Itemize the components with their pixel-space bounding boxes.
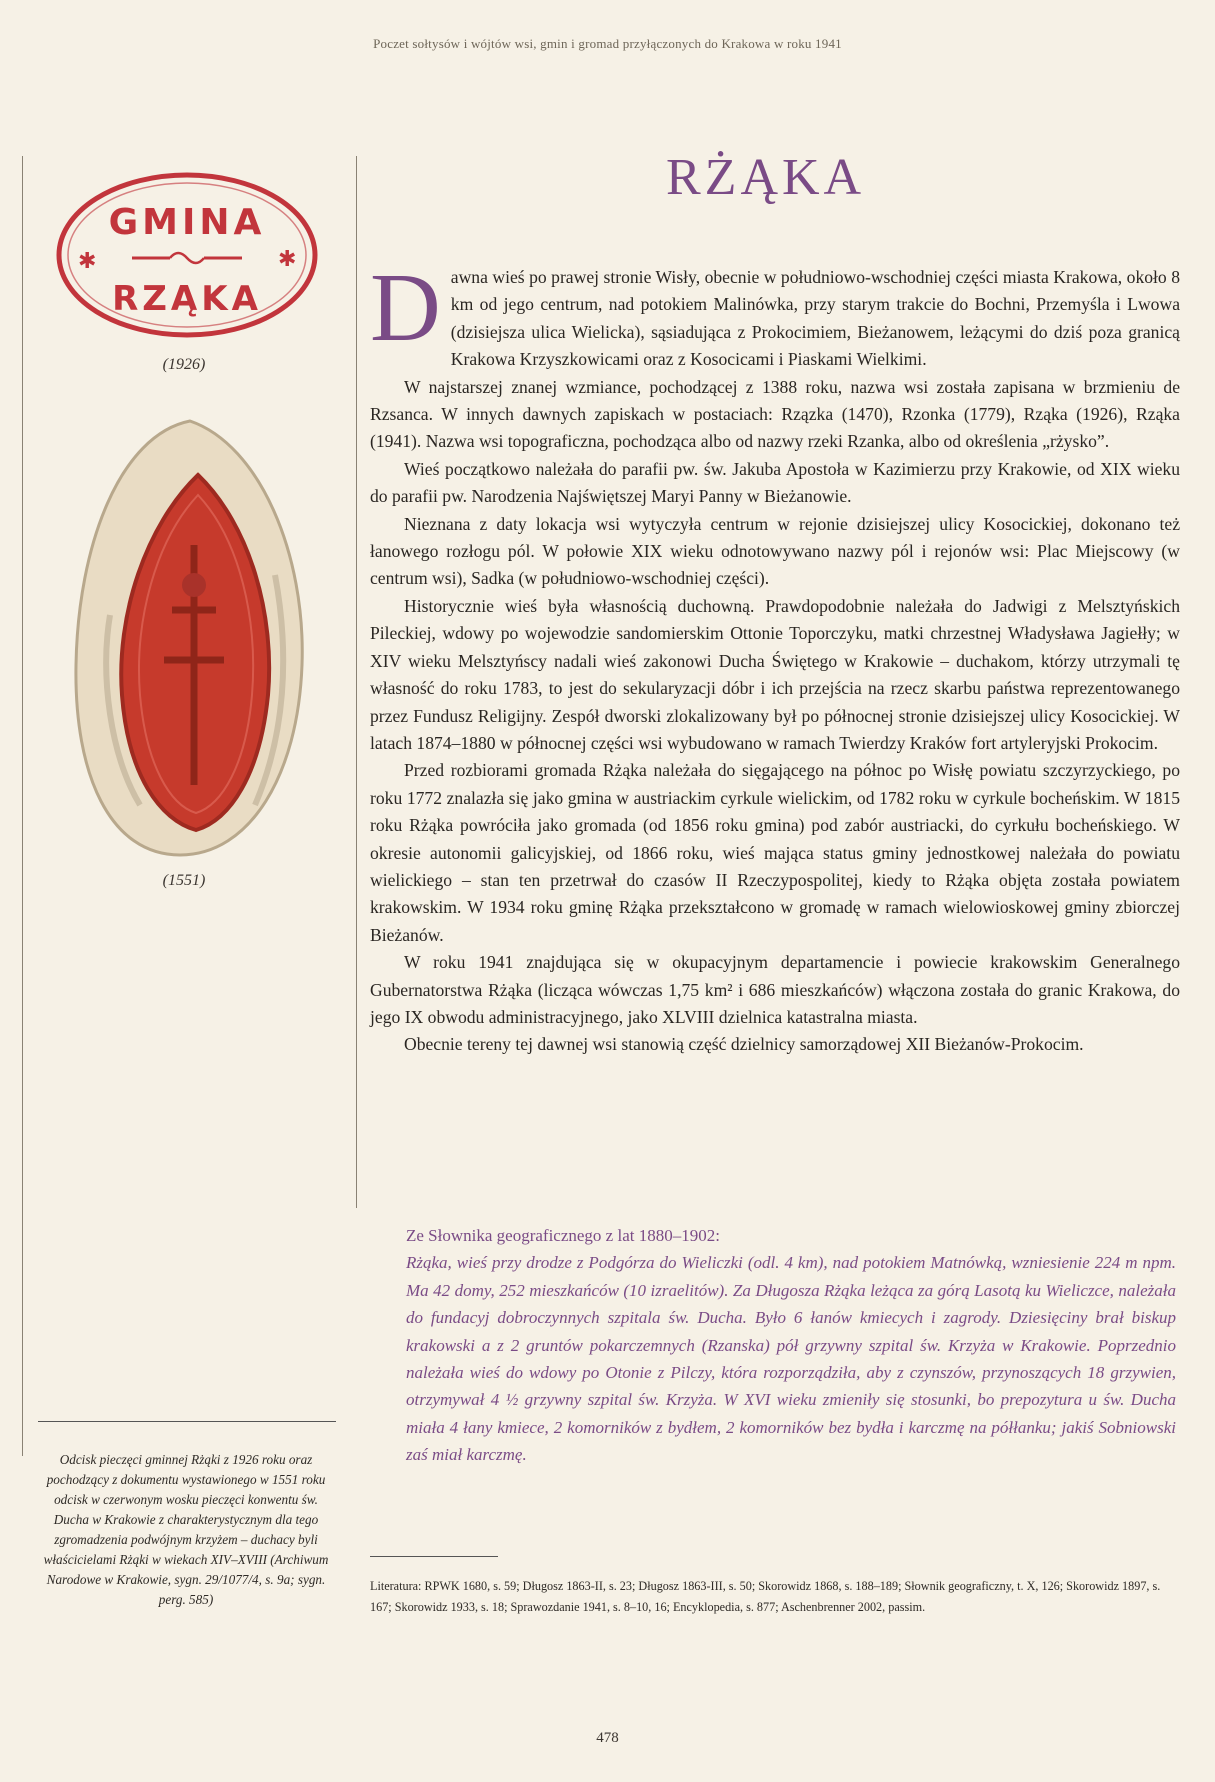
page-number: 478 [596,1730,619,1746]
figure-caption: Odcisk pieczęci gminnej Rżąki z 1926 roku oraz pochodzący z dokumentu wystawionego w 1551 roku odcisk w czerwonym wosku pieczęci konwentu św. Ducha w Krakowie z charakterystycznym dla tego zgromadzenia podwójnym krzyżem – duchacy byli właścicielami Rżąki w wiekach XIV–XVIII (Archiwum Narodowe w Krakowie, sygn. 29/1077/4, s. 9a; sygn. perg. 585) [43,1452,329,1607]
article-paragraph-5: Historycznie wieś była własnością duchowną. Prawdopodobnie należała do Jadwigi z Melsztyńskich Pileckiej, wdowy po wojewodzie sandomierskim Ottonie Toporczyku, matki chrzestnej Władysława Jagiełły; w XIV wieku Melsztyńscy nadali wieś zakonowi Ducha Świętego w Krakowie – duchakom, którzy utrzymali tę własność do roku 1783, to jest do sekularyzacji dóbr i ich przejścia na rzecz skarbu państwa reprezentowanego przez Fundusz Religijny. Zespół dworski zlokalizowany był po północnej stronie dzisiejszej ulicy Kosocickiej. W latach 1874–1880 w północnej części wsi wybudowano w ramach Twierdzy Kraków fort artyleryjski Prokocim. [370,595,1180,753]
article-paragraph-4: Nieznana z daty lokacja wsi wytyczyła centrum w rejonie dzisiejszej ulicy Kosocickiej, dokonano też łanowego rozłogu pól. W połowie XIX wieku odnotowywano nazwy pól i rejonów wsi: Plac Miejscowy (w centrum wsi), Sadka (w południowo-wschodniej części). [370,513,1180,589]
wax-seal-image [70,415,310,860]
seal-graphic [70,415,310,860]
dictionary-quote [406,1222,1176,1469]
column-divider-rule [356,156,357,1208]
stamp-top-text: GMINA [108,202,266,243]
caption-rule [38,1421,336,1422]
article-body [370,254,1180,1059]
article-paragraph-3: Wieś początkowo należała do parafii pw. św. Jakuba Apostoła w Kazimierzu przy Krakowie, od XIX wieku do parafii pw. Narodzenia Najświętszej Maryi Panny w Bieżanowie. [370,458,1180,507]
literature-list: Literatura: RPWK 1680, s. 59; Długosz 1863-II, s. 23; Długosz 1863-III, s. 50; Skorowidz 1868, s. 188–189; Słownik geograficzny, t. X, 126; Skorowidz 1897, s. 167; Skorowidz 1933, s. 18; Sprawozdanie 1941, s. 8–10, 16; Encyklopedia, s. 877; Aschenbrenner 2002, passim. [370,1579,1161,1614]
literature-rule [370,1556,498,1557]
page-title: RŻĄKA [666,149,866,206]
quote-body: Rżąka, wieś przy drodze z Podgórza do Wieliczki (odl. 4 km), nad potokiem Matnówką, wzniesienie 224 m npm. Ma 42 domy, 252 mieszkańców (10 izraelitów). Za Długosza Rżąka leżąca za górą Lasotą ku Wieliczce, należała do fundacyj dobroczynnych szpitala św. Ducha. Było 6 łanów kmiecych i zagrody. Dziesięciny brał biskup krakowski a z 2 gruntów pokarczemnych (Rzanska) pół grzywny szpital św. Krzyża w Krakowie. Poprzednio należała wieś do wdowy po Otonie z Pilczy, która rozporządziła, aby z czynszów, przynoszących 18 grzywien, otrzymywał 4 ½ grzywny szpital św. Krzyża. W XVI wieku zmieniły się stosunki, bo prepozytura u św. Ducha miała 4 łany kmiece, 2 komorników z bydłem, 2 komorników bez bydła i karczmę na półłanku; jakiś Sobniowski zaś miał karczmę. [406,1253,1176,1465]
article-paragraph-1: Dawna wieś po prawej stronie Wisły, obecnie w południowo-wschodniej części miasta Krakowa, około 8 km od jego centrum, nad potokiem Malinówka, przy starym trakcie do Bochni, Przemyśla i Lwowa (dzisiejsza ulica Wielicka), sąsiadująca z Prokocimiem, Bieżanowem, leżącymi do dziś poza granicą Krakowa Krzyszkowicami oraz z Kosocicami i Piaskami Wielkimi. [370,254,1180,370]
stamp-graphic [52,168,322,343]
article-paragraph-7: W roku 1941 znajdująca się w okupacyjnym departamencie i powiecie krakowskim Generalnego Gubernatorstwa Rżąka (licząca wówczas 1,75 km² i 686 mieszkańców) włączona została do granic Krakowa, do jego IX obwodu administracyjnego, jako XLVIII dzielnica katastralna miasta. [370,952,1180,1027]
drop-cap: D [370,254,441,362]
stamp-star-left-icon: ✱ [78,248,97,273]
left-column-rule [22,156,23,1456]
stamp-star-right-icon: ✱ [278,246,297,271]
seal-year-caption: (1551) [162,872,206,889]
running-header: Poczet sołtysów i wójtów wsi, gmin i gromad przyłączonych do Krakowa w roku 1941 [373,36,842,51]
quote-heading: Ze Słownika geograficznego z lat 1880–1902: [406,1226,720,1245]
gmina-stamp-image [52,168,322,343]
article-paragraph-6: Przed rozbiorami gromada Rżąka należała do sięgającego na północ po Wisłę powiatu szczyrzyckiego, po roku 1772 znalazła się jako gmina w austriackim cyrkule wielickim, od 1782 roku w cyrkule bocheńskim. W 1815 roku Rżąka powróciła jako gromada (od 1856 roku gmina) pod zabór austriacki, do cyrkułu bocheńskiego. W okresie autonomii galicyjskiej, od 1866 roku, wieś mająca status gminy jednostkowej należała do powiatu wielickiego – stan ten przetrwał do czasów II Rzeczypospolitej, kiedy to Rżąka objęta została powiatem krakowskim. W 1934 roku gminę Rżąka przekształcono w gromadę w ramach wielowioskowej gminy zbiorczej Bieżanów. [370,760,1180,945]
stamp-year-caption: (1926) [162,356,206,373]
stamp-bottom-text: RZĄKA [112,279,262,319]
article-paragraph-2: W najstarszej znanej wzmiance, pochodzącej z 1388 roku, nazwa wsi została zapisana w brzmieniu de Rzsanca. W innych dawnych zapiskach w postaciach: Rzązka (1470), Rzonka (1779), Rząka (1926), Rząka (1941). Nazwa wsi topograficzna, pochodząca albo od nazwy rzeki Rzanka, albo od określenia „rżysko”. [370,376,1180,452]
article-paragraph-8: Obecnie tereny tej dawnej wsi stanowią część dzielnicy samorządowej XII Bieżanów-Prokocim. [404,1034,1084,1055]
